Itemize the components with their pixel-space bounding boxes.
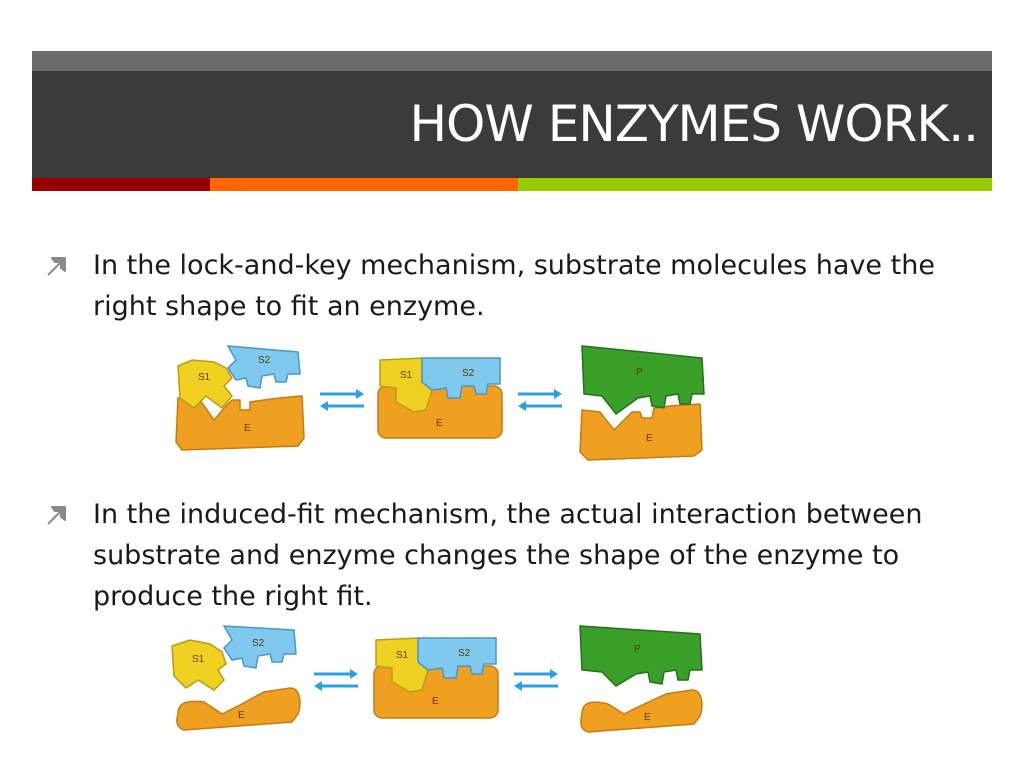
bullet-text: In the lock-and-key mechanism, substrate molecules have the right shape to fit an enzyme.: [93, 250, 935, 322]
equilibrium-arrows-icon: [314, 669, 358, 691]
label-s1: S1: [192, 654, 205, 665]
label-e: E: [244, 423, 251, 434]
label-e: E: [238, 710, 245, 721]
stage-3-product: [580, 626, 702, 732]
label-p: P: [636, 367, 643, 378]
bullet-item: [44, 245, 964, 327]
label-s2: S2: [258, 355, 271, 366]
bullet-text: In the induced-fit mechanism, the actual interaction between substrate and enzyme changes the shape of the enzyme to produce the right fit.: [93, 499, 923, 612]
label-s2: S2: [252, 638, 265, 649]
arrow-up-right-icon: [44, 253, 70, 279]
arrow-up-right-icon: [44, 502, 70, 528]
label-s1: S1: [396, 650, 409, 661]
enzyme-shape: [177, 688, 300, 730]
title-bar: [32, 71, 992, 178]
product-shape: [580, 626, 702, 686]
accent-segment-red: [32, 178, 210, 191]
induced-fit-diagram: [168, 618, 708, 740]
equilibrium-arrows-icon: [518, 389, 562, 411]
slide-title: HOW ENZYMES WORK..: [409, 95, 978, 153]
accent-segment-green: [518, 178, 992, 191]
label-p: P: [634, 644, 641, 655]
stage-3-product: [580, 346, 704, 460]
enzyme-shape: [580, 404, 702, 460]
label-e: E: [644, 712, 651, 723]
stage-1-separate: [172, 626, 300, 730]
label-s1: S1: [400, 370, 413, 381]
label-s2: S2: [458, 648, 471, 659]
enzyme-shape: [581, 690, 702, 732]
bullet-item: [44, 494, 964, 617]
title-band-top: [32, 51, 992, 71]
equilibrium-arrows-icon: [320, 389, 364, 411]
accent-segment-orange: [210, 178, 518, 191]
substrate-1-shape: [172, 640, 226, 690]
stage-2-complex: [374, 638, 498, 718]
substrate-1-shape: [178, 360, 232, 408]
label-s1: S1: [198, 372, 211, 383]
stage-1-separate: [176, 346, 304, 450]
label-s2: S2: [462, 368, 475, 379]
label-e: E: [432, 696, 439, 707]
substrate-2-shape: [228, 346, 300, 388]
stage-2-complex: [378, 358, 502, 438]
accent-strip: [32, 178, 992, 191]
equilibrium-arrows-icon: [514, 669, 558, 691]
lock-and-key-diagram: [170, 338, 710, 463]
label-e: E: [436, 418, 443, 429]
product-shape: [582, 346, 704, 414]
label-e: E: [646, 433, 653, 444]
